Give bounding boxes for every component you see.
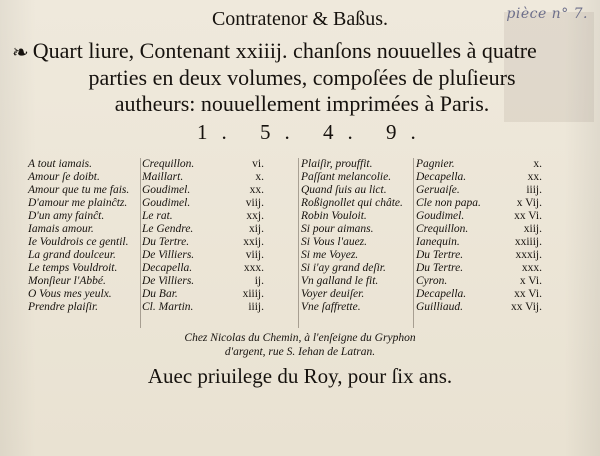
list-item: Quand ſuis au lict. — [301, 184, 387, 196]
voice-heading: Contratenor & Baßus. — [211, 8, 389, 30]
list-item: xxj. — [246, 210, 264, 222]
title-line-2: parties en deux volumes, compoſées de pluſieurs — [88, 65, 516, 90]
list-item: Voyer deuiſer. — [301, 288, 365, 300]
right-folios — [498, 158, 542, 314]
list-item: Crequillon. — [416, 223, 469, 235]
list-item: Si me Voyez. — [301, 249, 359, 261]
list-item: Du Tertre. — [142, 236, 190, 248]
printer-line-2: d'argent, rue S. Iehan de Latran. — [224, 346, 376, 358]
list-item: Plaiſir, prouffit. — [301, 158, 373, 170]
list-item: Le Gendre. — [142, 223, 194, 235]
list-item: Monſieur l'Abbé. — [28, 275, 106, 287]
list-item: viij. — [245, 197, 264, 209]
handwritten-annotation: pièce n° 7. — [506, 6, 588, 22]
list-item: Prendre plaiſir. — [28, 301, 99, 313]
list-item: Ie Vouldrois ce gentil. — [28, 236, 129, 248]
list-item: xx. — [527, 171, 542, 183]
title-line-1: Quart liure, Contenant xxiiij. chanſons nouuelles à quatre — [32, 38, 537, 63]
list-item: Cyron. — [416, 275, 448, 287]
column-rule — [298, 158, 299, 328]
list-item: Iamais amour. — [28, 223, 94, 235]
list-item: De Villiers. — [142, 275, 195, 287]
list-item: viij. — [245, 249, 264, 261]
left-composers — [142, 158, 220, 314]
list-item: Cle non papa. — [416, 197, 481, 209]
list-item: Pagnier. — [416, 158, 455, 170]
publication-year: 1. 5. 4. 9. — [197, 120, 430, 144]
list-item: Le temps Vouldroit. — [28, 262, 118, 274]
list-item: Vne ſaffrette. — [301, 301, 361, 313]
list-item: vi. — [252, 158, 264, 170]
list-item: xx Vi. — [514, 210, 542, 222]
list-item: iiij. — [526, 184, 542, 196]
list-item: Si pour aimans. — [301, 223, 374, 235]
list-item: xij. — [248, 223, 264, 235]
list-item: x Vi. — [519, 275, 542, 287]
list-item: Cl. Martin. — [142, 301, 194, 313]
list-item: La grand doulceur. — [28, 249, 116, 261]
list-item: xx. — [249, 184, 264, 196]
list-item: Decapella. — [142, 262, 193, 274]
list-item: D'amour me plainĉtz. — [28, 197, 128, 209]
list-item: Goudimel. — [142, 197, 191, 209]
right-composers — [416, 158, 494, 314]
list-item: Geruaiſe. — [416, 184, 460, 196]
list-item: Guilliaud. — [416, 301, 463, 313]
list-item: Decapella. — [416, 288, 467, 300]
list-item: xx Vij. — [510, 301, 542, 313]
list-item: O Vous mes yeulx. — [28, 288, 112, 300]
list-item: Le rat. — [142, 210, 173, 222]
list-item: xxiiij. — [514, 236, 542, 248]
list-item: xxx. — [521, 262, 542, 274]
list-item: Goudimel. — [142, 184, 191, 196]
list-item: xxij. — [243, 236, 264, 248]
list-item: xx Vi. — [514, 288, 542, 300]
list-item: Decapella. — [416, 171, 467, 183]
list-item: Vn galland le fit. — [301, 275, 379, 287]
right-titles — [301, 158, 413, 314]
list-item: xxx. — [243, 262, 264, 274]
list-item: Du Tertre. — [416, 249, 464, 261]
list-item: ij. — [254, 275, 264, 287]
list-item: Goudimel. — [416, 210, 465, 222]
list-item: Robin Vouloit. — [301, 210, 367, 222]
privilege-line: Auec priuilege du Roy, pour ſix ans. — [147, 364, 453, 388]
list-item: De Villiers. — [142, 249, 195, 261]
list-item: Si i'ay grand deſir. — [301, 262, 386, 274]
list-item: Amour que tu me fais. — [28, 184, 130, 196]
list-item: Amour ſe doibt. — [28, 171, 100, 183]
list-item: xxxij. — [515, 249, 542, 261]
column-rule — [140, 158, 141, 328]
left-folios — [226, 158, 264, 314]
list-item: Si Vous l'auez. — [301, 236, 368, 248]
list-item: Maillart. — [142, 171, 184, 183]
title-line-3: autheurs: nouuellement imprimées à Paris. — [114, 91, 490, 116]
list-item: x. — [255, 171, 264, 183]
list-item: xiij. — [523, 223, 542, 235]
printer-line-1: Chez Nicolas du Chemin, à l'enſeigne du Gryphon — [184, 332, 416, 344]
list-item: Paſſant melancolie. — [301, 171, 392, 183]
list-item: x Vij. — [516, 197, 542, 209]
list-item: D'un amy fainĉt. — [28, 210, 105, 222]
fleuron-icon: ❧ — [12, 42, 29, 64]
list-item: Roßignollet qui châte. — [301, 197, 403, 209]
column-rule — [413, 158, 414, 328]
list-item: Ianequin. — [416, 236, 460, 248]
printer-imprint — [0, 331, 600, 359]
list-item: Du Bar. — [142, 288, 178, 300]
list-item: x. — [533, 158, 542, 170]
list-item: xiiij. — [242, 288, 264, 300]
title-block — [12, 38, 592, 117]
left-titles — [28, 158, 140, 314]
list-item: Crequillon. — [142, 158, 195, 170]
list-item: iiij. — [248, 301, 264, 313]
list-item: Du Tertre. — [416, 262, 464, 274]
list-item: A tout iamais. — [28, 158, 93, 170]
